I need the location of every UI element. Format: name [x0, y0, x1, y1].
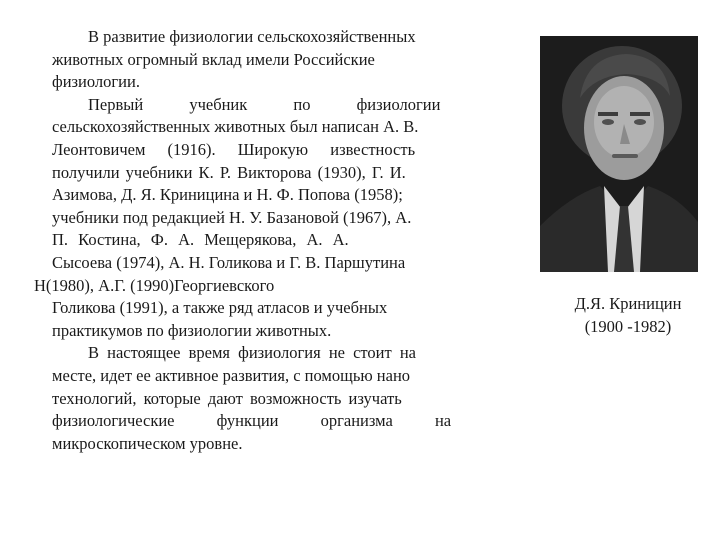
text-line: В настоящее время физиология не стоит на — [88, 343, 416, 363]
text-line: практикумов по физиологии животных. — [52, 320, 332, 340]
text-line: Голикова (1991), а также ряд атласов и учебных — [52, 298, 388, 318]
caption-name: Д.Я. Криницин — [574, 294, 682, 313]
text-line: получили учебники К. Р. Викторова (1930), Г. И. — [52, 162, 406, 182]
text-line: месте, идет ее активное развития, с помощью нано — [52, 365, 411, 385]
portrait-photo — [540, 36, 698, 272]
text-line: сельскохозяйственных животных был написан А. В. — [52, 117, 419, 137]
text-line: животных огромный вклад имели Российские — [52, 49, 375, 69]
text-line-overlapping: Н(1980), А.Г. (1990)Георгиевского — [34, 275, 275, 295]
text-line: Леонтовичем (1916). Широкую известность — [52, 139, 416, 159]
text-line: физиологии. — [52, 72, 140, 92]
text-line: микроскопическом уровне. — [52, 433, 243, 453]
text-line: Первый учебник по физиологии — [88, 94, 441, 114]
text-line: технологий, которые дают возможность изучать — [52, 388, 402, 408]
text-line: П. Костина, Ф. А. Мещерякова, А. А. — [52, 230, 349, 250]
text-line — [52, 26, 500, 49]
portrait-caption — [548, 292, 708, 338]
text-line: Азимова, Д. Я. Криницина и Н. Ф. Попова (1958); — [52, 185, 403, 205]
main-text — [34, 26, 500, 455]
caption-years: (1900 -1982) — [584, 317, 672, 336]
text-line: физиологические функции организма на — [52, 411, 452, 431]
portrait-illustration — [540, 36, 698, 272]
text-segment: В развитие физиологии сельскохозяйственных — [88, 27, 416, 46]
text-line: учебники под редакцией Н. У. Базановой (1967), А. — [52, 207, 412, 227]
text-line: Сысоева (1974), А. Н. Голикова и Г. В. Паршутина — [52, 252, 406, 272]
